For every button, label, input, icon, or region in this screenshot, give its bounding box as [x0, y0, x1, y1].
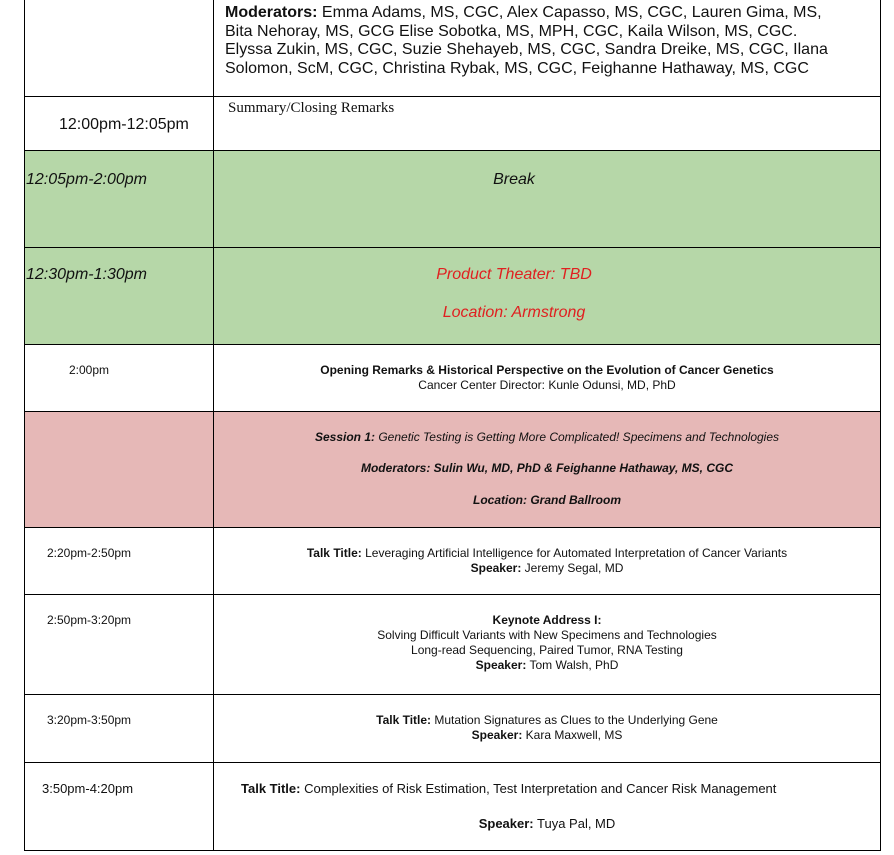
time-label: 12:00pm-12:05pm — [59, 116, 189, 133]
session1-cell — [214, 412, 881, 528]
table-row — [25, 248, 881, 345]
schedule-table — [24, 0, 881, 851]
talk3-cell — [214, 763, 881, 851]
session-subtitle: Cancer Center Director: Kunle Odunsi, MD, PhD — [418, 378, 676, 392]
time-label: 2:00pm — [69, 363, 110, 377]
break-cell — [214, 151, 881, 248]
talk2-cell — [214, 695, 881, 763]
talk-title: Talk Title: Mutation Signatures as Clues to the Underlying Gene — [376, 713, 718, 727]
time-label: 2:50pm-3:20pm — [47, 613, 132, 627]
keynote-line1: Solving Difficult Variants with New Specimens and Technologies — [377, 628, 717, 642]
time-label: 12:05pm-2:00pm — [26, 171, 147, 188]
session1-moderators: Moderators: Sulin Wu, MD, PhD & Feighanne Hathaway, MS, CGC — [360, 461, 734, 475]
product-title: Product Theater: TBD — [436, 266, 592, 283]
talk-speaker: Speaker: Tuya Pal, MD — [478, 816, 616, 831]
session-title: Summary/Closing Remarks — [228, 100, 395, 116]
time-cell — [25, 97, 214, 151]
table-row — [25, 345, 881, 412]
opening-cell — [214, 345, 881, 412]
time-cell — [25, 695, 214, 763]
session-title: Opening Remarks & Historical Perspective on the Evolution of Cancer Genetics — [320, 363, 774, 377]
time-cell — [25, 412, 214, 528]
table-row — [25, 763, 881, 851]
keynote-label: Keynote Address I: — [492, 613, 602, 627]
time-label: 2:20pm-2:50pm — [47, 546, 132, 560]
time-label: 12:30pm-1:30pm — [26, 266, 147, 283]
time-cell — [25, 528, 214, 595]
time-cell — [25, 345, 214, 412]
keynote-line2: Long-read Sequencing, Paired Tumor, RNA Testing — [411, 643, 683, 657]
session1-title: Session 1: Genetic Testing is Getting More Complicated! Specimens and Technologies — [314, 430, 780, 444]
keynote-cell — [214, 595, 881, 695]
time-cell — [25, 151, 214, 248]
table-row — [25, 97, 881, 151]
summary-cell — [214, 97, 881, 151]
time-label: 3:20pm-3:50pm — [47, 713, 132, 727]
product-cell — [214, 248, 881, 345]
product-location: Location: Armstrong — [442, 304, 586, 321]
table-row — [25, 412, 881, 528]
talk-speaker: Speaker: Jeremy Segal, MD — [470, 561, 624, 575]
table-row — [25, 151, 881, 248]
table-row — [25, 0, 881, 97]
time-label: 3:50pm-4:20pm — [42, 781, 134, 796]
talk-speaker: Speaker: Kara Maxwell, MS — [471, 728, 623, 742]
break-title: Break — [493, 171, 535, 188]
table-row — [25, 695, 881, 763]
talk-title: Talk Title: Leveraging Artificial Intelligence for Automated Interpretation of Cancer Variants — [306, 546, 788, 560]
talk-title: Talk Title: Complexities of Risk Estimation, Test Interpretation and Cancer Risk Management — [241, 781, 777, 796]
moderators-cell — [214, 0, 881, 97]
time-cell — [25, 0, 214, 97]
talk1-cell — [214, 528, 881, 595]
keynote-speaker: Speaker: Tom Walsh, PhD — [475, 658, 619, 672]
table-row — [25, 595, 881, 695]
session1-location: Location: Grand Ballroom — [472, 493, 621, 507]
time-cell — [25, 248, 214, 345]
time-cell — [25, 763, 214, 851]
time-cell — [25, 595, 214, 695]
table-row — [25, 528, 881, 595]
moderators-text: Moderators: Emma Adams, MS, CGC, Alex Capasso, MS, CGC, Lauren Gima, MS, Bita Nehoray, MS, GCG Elise Sobotka, MS, MPH, CGC, Kaila Wilson, MS, CGC. Elyssa Zukin, MS, CGC, Suzie Shehayeb, MS, CGC, Sandra Dreike, MS, CGC, Ilana Solomon, ScM, CGC, Christina Rybak, MS, CGC, Feighanne Hathaway, MS, CGC — [225, 4, 828, 77]
